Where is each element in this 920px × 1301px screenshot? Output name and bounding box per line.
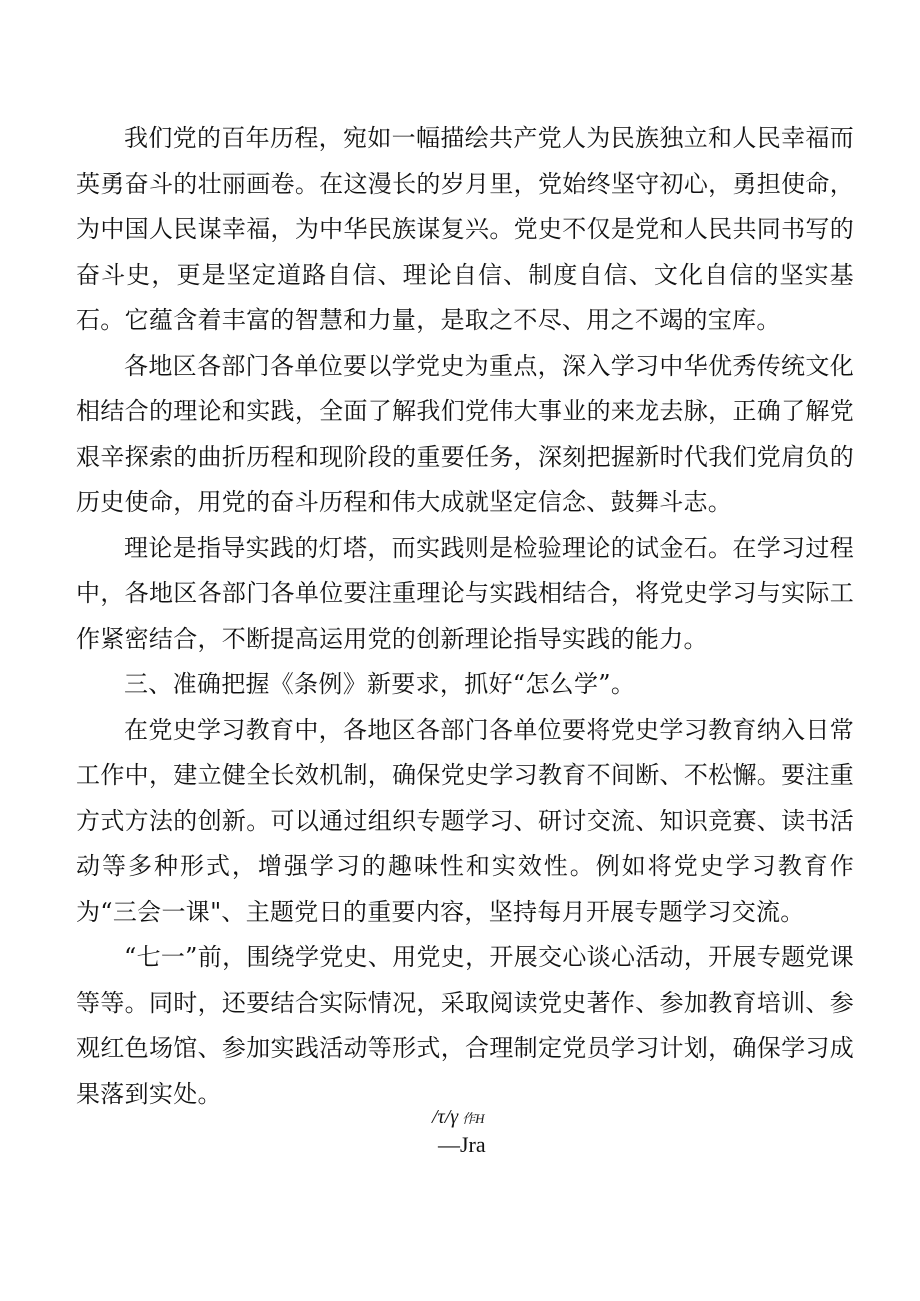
paragraph-3: 理论是指导实践的灯塔，而实践则是检验理论的试金石。在学习过程中，各地区各部门各单位要注重理论与实践相结合，将党史学习与实际工作紧密结合，不断提高运用党的创新理论指导实践的能力。 (76, 533, 854, 653)
signature-mark (420, 1106, 540, 1166)
signature-line-1 (432, 1106, 485, 1129)
signature-main-text: /τ/γ (432, 1106, 459, 1128)
section-heading: 三、准确把握《条例》新要求，抓好“怎么学”。 (124, 670, 636, 698)
paragraph-5: “七一”前，围绕学党史、用党史，开展交心谈心活动，开展专题党课等等。同时，还要结合实际情况，采取阅读党史著作、参加教育培训、参观红色场馆、参加实践活动等形式，合理制定党员学习计划，确保学习成果落到实处。 (76, 943, 854, 1108)
signature-line-2: —Jra (438, 1132, 486, 1157)
document-body (76, 116, 854, 1117)
signature-small-text: 作H (462, 1111, 485, 1126)
paragraph-1: 我们党的百年历程，宛如一幅描绘共产党人为民族独立和人民幸福而英勇奋斗的壮丽画卷。在这漫长的岁月里，党始终坚守初心，勇担使命，为中国人民谋幸福，为中华民族谋复兴。党史不仅是党和人民共同书写的奋斗史，更是坚定道路自信、理论自信、制度自信、文化自信的坚实基石。它蕴含着丰富的智慧和力量，是取之不尽、用之不竭的宝库。 (76, 124, 854, 334)
paragraph-2: 各地区各部门各单位要以学党史为重点，深入学习中华优秀传统文化相结合的理论和实践，全面了解我们党伟大事业的来龙去脉，正确了解党艰辛探索的曲折历程和现阶段的重要任务，深刻把握新时代我们党肩负的历史使命，用党的奋斗历程和伟大成就坚定信念、鼓舞斗志。 (76, 351, 854, 516)
paragraph-4: 在党史学习教育中，各地区各部门各单位要将党史学习教育纳入日常工作中，建立健全长效机制，确保党史学习教育不间断、不松懈。要注重方式方法的创新。可以通过组织专题学习、研讨交流、知识竞赛、读书活动等多种形式，增强学习的趣味性和实效性。例如将党史学习教育作为“三会一课"、主题党日的重要内容，坚持每月开展专题学习交流。 (76, 715, 854, 926)
